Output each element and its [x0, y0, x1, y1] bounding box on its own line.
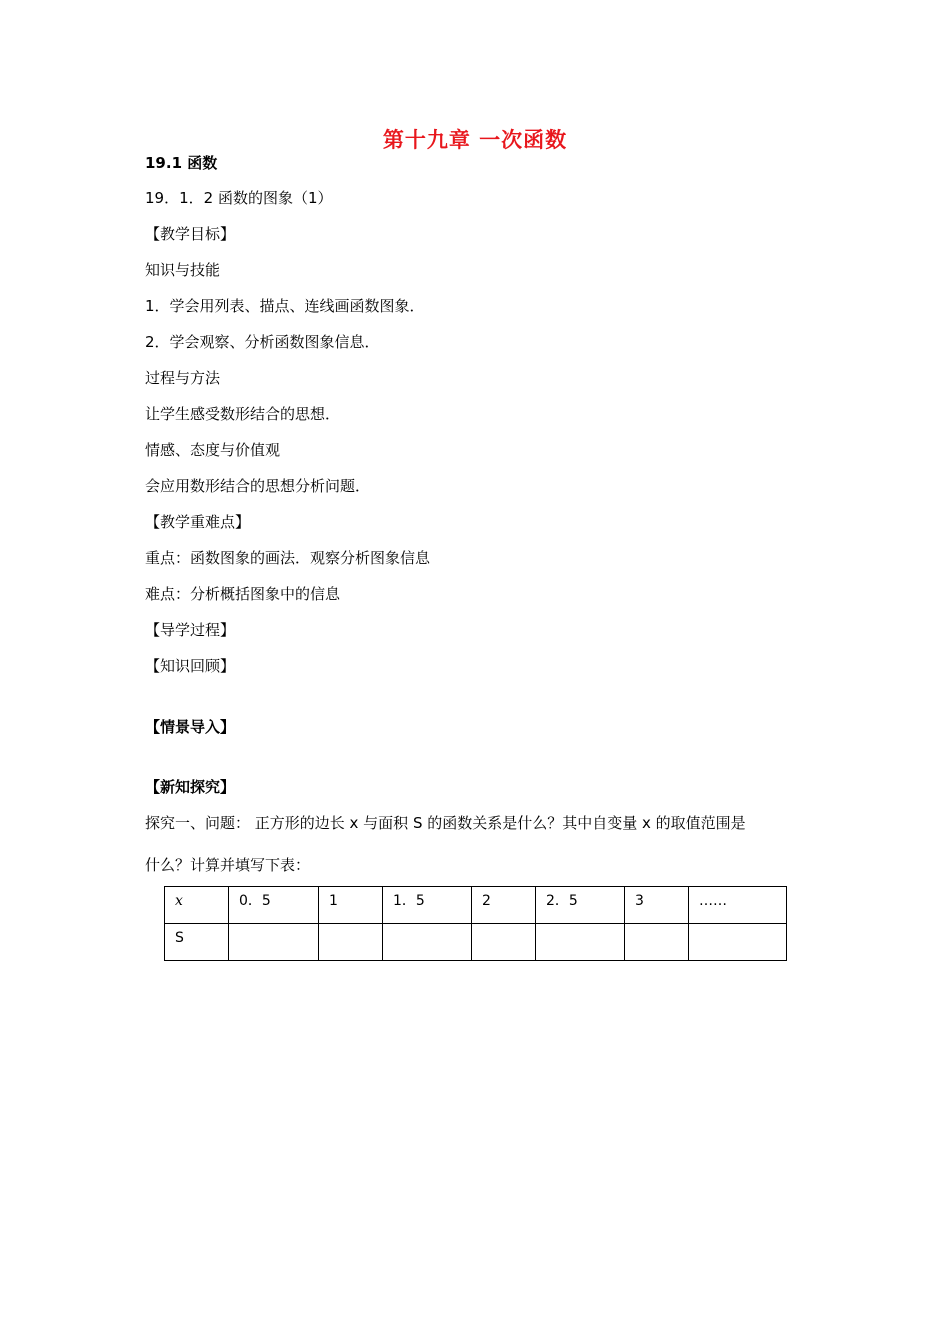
knowledge-header: 知识与技能 — [145, 261, 221, 279]
value-table — [164, 886, 787, 961]
table-cell-empty — [383, 924, 472, 961]
table-cell: 2 — [472, 887, 536, 924]
table-cell: S — [165, 924, 229, 961]
table-cell-empty — [472, 924, 536, 961]
key-point: 重点：函数图象的画法．观察分析图象信息 — [145, 549, 431, 567]
key-difficulty-header: 【教学重难点】 — [145, 513, 251, 531]
goal-item-2: 2．学会观察、分析函数图象信息． — [145, 333, 380, 351]
table-row — [165, 924, 787, 961]
explore-question-line-2: 什么？计算并填写下表： — [145, 856, 311, 874]
emotion-header: 情感、态度与价值观 — [145, 441, 281, 459]
subsection-heading: 19．1．2 函数的图象（1） — [145, 189, 333, 207]
difficult-point: 难点：分析概括图象中的信息 — [145, 585, 341, 603]
guide-header: 【导学过程】 — [145, 621, 236, 639]
table-row — [165, 887, 787, 924]
table-cell: 3 — [625, 887, 689, 924]
table-cell-empty — [536, 924, 625, 961]
table-cell-empty — [229, 924, 319, 961]
table-cell: x — [165, 887, 229, 924]
process-header: 过程与方法 — [145, 369, 221, 387]
table-cell: 2．5 — [536, 887, 625, 924]
explore-question-line-1: 探究一、问题： 正方形的边长 x 与面积 S 的函数关系是什么？其中自变量 x 的取值范围是 — [145, 814, 746, 832]
review-header: 【知识回顾】 — [145, 657, 236, 675]
table-cell-empty — [625, 924, 689, 961]
table-cell: …… — [689, 887, 787, 924]
emotion-text: 会应用数形结合的思想分析问题． — [145, 477, 371, 495]
goal-item-1: 1．学会用列表、描点、连线画函数图象． — [145, 297, 425, 315]
goals-header: 【教学目标】 — [145, 225, 236, 243]
table-cell: 1 — [319, 887, 383, 924]
chapter-title: 第十九章 一次函数 — [382, 128, 568, 152]
explore-header: 【新知探究】 — [145, 778, 236, 796]
process-text: 让学生感受数形结合的思想． — [145, 405, 341, 423]
table-cell-empty — [319, 924, 383, 961]
scene-header: 【情景导入】 — [145, 718, 236, 736]
section-heading: 19.1 函数 — [145, 154, 218, 172]
table-cell-empty — [689, 924, 787, 961]
table-cell: 1．5 — [383, 887, 472, 924]
table-cell: 0．5 — [229, 887, 319, 924]
